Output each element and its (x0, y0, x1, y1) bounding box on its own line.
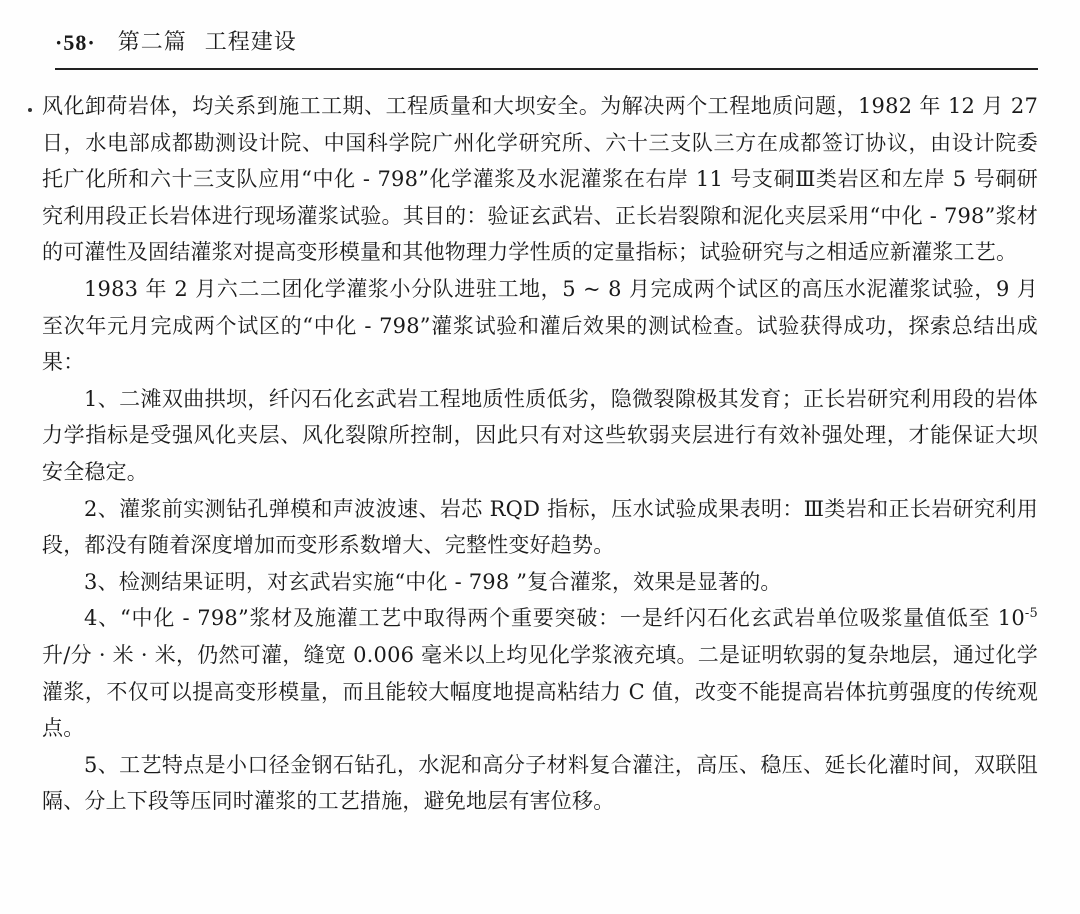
paragraph-continued: 风化卸荷岩体，均关系到施工工期、工程质量和大坝安全。为解决两个工程地质问题，1982 年 12 月 27 日，水电部成都勘测设计院、中国科学院广州化学研究所、六十三支队三方在成都签订协议，由设计院委托广化所和六十三支队应用“中化 - 798”化学灌浆及水泥灌浆在右岸 11 号支硐Ⅲ类岩区和左岸 5 号硐研究利用段正长岩体进行现场灌浆试验。其目的：验证玄武岩、正长岩裂隙和泥化夹层采用“中化 - 798”浆材的可灌性及固结灌浆对提高变形模量和其他物理力学性质的定量指标；试验研究与之相适应新灌浆工艺。 (42, 94, 1038, 265)
header-rule (55, 68, 1038, 70)
section-title: 工程建设 (204, 30, 297, 55)
paragraph-result-2: 2、灌浆前实测钻孔弹模和声波波速、岩芯 RQD 指标，压水试验成果表明：Ⅲ类岩和正长岩研究利用段，都没有随着深度增加而变形系数增大、完整性变好趋势。 (42, 496, 1038, 558)
page-number: ·58· (55, 30, 96, 55)
result-4-text-b: 升/分 · 米 · 米，仍然可灌，缝宽 0.006 毫米以上均见化学浆液充填。二是证明软弱的复杂地层，通过化学灌浆，不仅可以提高变形模量，而且能较大幅度地提高粘结力 C 值，改变不能提高岩体抗剪强度的传统观点。 (42, 642, 1038, 741)
result-4-text-a: 4、“中化 - 798”浆材及施灌工艺中取得两个重要突破：一是纤闪石化玄武岩单位吸浆量值低至 10 (84, 606, 1025, 631)
margin-mark (28, 108, 32, 112)
exponent-superscript: -5 (1024, 606, 1038, 622)
paragraph-result-4 (42, 600, 1038, 746)
paragraph-result-3: 3、检测结果证明，对玄武岩实施“中化 - 798 ”复合灌浆，效果是显著的。 (84, 569, 782, 594)
running-head (55, 24, 297, 58)
paragraph-result-5: 5、工艺特点是小口径金钢石钻孔，水泥和高分子材料复合灌注，高压、稳压、延长化灌时间，双联阻隔、分上下段等压同时灌浆的工艺措施，避免地层有害位移。 (42, 752, 1038, 814)
part-title: 第二篇 (117, 30, 187, 55)
body-text (42, 88, 1038, 820)
paragraph-result-1: 1、二滩双曲拱坝，纤闪石化玄武岩工程地质性质低劣，隐微裂隙极其发育；正长岩研究利用段的岩体力学指标是受强风化夹层、风化裂隙所控制，因此只有对这些软弱夹层进行有效补强处理，才能保证大坝安全稳定。 (42, 386, 1038, 484)
paragraph-1983-field-work: 1983 年 2 月六二二团化学灌浆小分队进驻工地，5 ~ 8 月完成两个试区的高压水泥灌浆试验，9 月至次年元月完成两个试区的“中化 - 798”灌浆试验和灌后效果的测试检查。试验获得成功，探索总结出成果： (42, 276, 1038, 375)
